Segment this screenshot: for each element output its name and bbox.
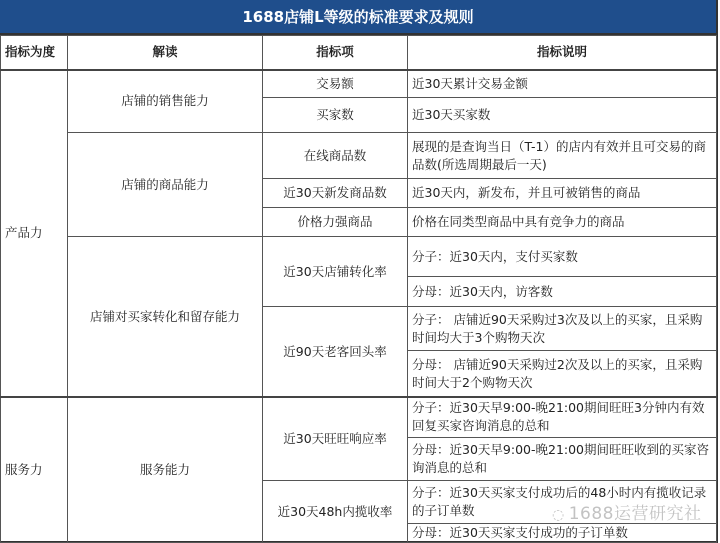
- header-description: 指标说明: [408, 36, 717, 70]
- dimension-service: 服务力: [1, 397, 68, 543]
- header-interpretation: 解读: [68, 36, 263, 70]
- dimension-product: 产品力: [1, 70, 68, 397]
- indicator-new-goods: 近30天新发商品数: [263, 179, 408, 208]
- header-indicator: 指标项: [263, 36, 408, 70]
- description-repurchase-numerator: 分子： 店铺近90天采购过3次及以上的买家，且采购时间均大于3个购物天次: [408, 307, 717, 351]
- description-new-goods: 近30天内，新发布，并且可被销售的商品: [408, 179, 717, 208]
- indicator-repurchase-rate: 近90天老客回头率: [263, 307, 408, 397]
- description-pickup-denominator: 分母：近30天买家支付成功的子订单数: [408, 524, 717, 543]
- description-conversion-denominator: 分母：近30天内，访客数: [408, 277, 717, 307]
- table-row: [1, 133, 717, 179]
- description-gmv: 近30天累计交易金额: [408, 70, 717, 98]
- table-row: [1, 237, 717, 277]
- indicator-gmv: 交易额: [263, 70, 408, 98]
- indicator-online-goods: 在线商品数: [263, 133, 408, 179]
- interpretation-conversion: 店铺对买家转化和留存能力: [68, 237, 263, 397]
- indicator-pickup-rate: 近30天48h内揽收率: [263, 481, 408, 543]
- rules-table: [0, 35, 717, 543]
- description-conversion-numerator: 分子：近30天内，支付买家数: [408, 237, 717, 277]
- table-row: [1, 397, 717, 438]
- description-repurchase-denominator: 分母： 店铺近90天采购过2次及以上的买家，且采购时间大于2个购物天次: [408, 351, 717, 397]
- table-title: 1688店铺L等级的标准要求及规则: [0, 0, 716, 35]
- header-dimension: 指标为度: [1, 36, 68, 70]
- description-online-goods: 展现的是查询当日（T-1）的店内有效并且可交易的商品数(所选周期最后一天): [408, 133, 717, 179]
- interpretation-service: 服务能力: [68, 397, 263, 543]
- description-buyers: 近30天买家数: [408, 98, 717, 133]
- indicator-price-goods: 价格力强商品: [263, 208, 408, 237]
- interpretation-sales: 店铺的销售能力: [68, 70, 263, 133]
- description-wangwang-denominator: 分母：近30天早9:00-晚21:00期间旺旺收到的买家咨询消息的总和: [408, 438, 717, 481]
- table-row: [1, 70, 717, 98]
- description-pickup-numerator: 分子：近30天买家支付成功后的48小时内有揽收记录的子订单数: [408, 481, 717, 524]
- indicator-conversion-rate: 近30天店铺转化率: [263, 237, 408, 307]
- watermark-text: 1688运营研究社: [568, 504, 702, 524]
- interpretation-goods: 店铺的商品能力: [68, 133, 263, 237]
- indicator-buyers: 买家数: [263, 98, 408, 133]
- wechat-icon: ◌: [552, 507, 565, 523]
- indicator-wangwang-rate: 近30天旺旺响应率: [263, 397, 408, 481]
- description-price-goods: 价格在同类型商品中具有竞争力的商品: [408, 208, 717, 237]
- description-wangwang-numerator: 分子：近30天早9:00-晚21:00期间旺旺3分钟内有效回复买家咨询消息的总和: [408, 397, 717, 438]
- header-row: [1, 36, 717, 70]
